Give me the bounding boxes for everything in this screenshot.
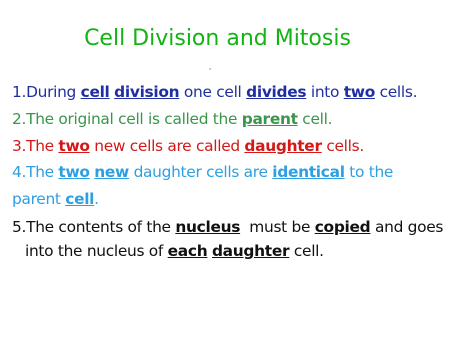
bullet-points (12, 79, 448, 263)
keyword: nucleus (175, 217, 241, 236)
point-text: cell. (293, 241, 324, 260)
point-text: cells. (326, 136, 364, 155)
keyword: new (94, 163, 129, 182)
point-text: must be (249, 217, 311, 236)
point-4-continued (12, 186, 448, 213)
point-5 (12, 215, 448, 263)
point-3 (12, 133, 448, 160)
point-text: During (26, 83, 77, 101)
point-number: 2. (12, 109, 27, 128)
point-text: The (26, 163, 54, 182)
point-text: . (94, 190, 99, 209)
point-text: cell. (302, 109, 333, 128)
keyword: two (58, 163, 90, 182)
point-text: The (26, 136, 54, 155)
point-number: 4. (12, 163, 27, 182)
stray-dot (209, 68, 211, 70)
keyword: daughter (244, 136, 322, 155)
keyword: cell (80, 83, 110, 101)
keyword: copied (314, 217, 371, 236)
keyword: parent (241, 109, 298, 128)
point-number: 5. (12, 217, 27, 236)
point-text: cells. (379, 83, 418, 101)
point-text: and goes into the nucleus of (25, 217, 444, 260)
point-text: into (310, 83, 340, 101)
point-text: The contents of the (26, 217, 171, 236)
point-4 (12, 159, 448, 186)
point-text: one cell (183, 83, 242, 101)
keyword: two (58, 136, 90, 155)
point-1 (12, 79, 448, 106)
keyword: division (114, 83, 180, 101)
point-text: daughter cells are (133, 163, 268, 182)
slide-title: Cell Division and Mitosis (84, 26, 351, 51)
keyword: daughter (211, 241, 290, 260)
point-number: 1. (12, 83, 27, 101)
keyword: two (343, 83, 375, 101)
keyword: each (167, 241, 208, 260)
keyword: cell (65, 190, 95, 209)
point-number: 3. (12, 136, 27, 155)
point-text: parent (12, 190, 61, 209)
point-text: to the (349, 163, 394, 182)
point-text: The original cell is called the (26, 109, 238, 128)
point-2 (12, 106, 448, 133)
keyword: divides (246, 83, 307, 101)
point-text: new cells are called (94, 136, 240, 155)
keyword: identical (272, 163, 345, 182)
